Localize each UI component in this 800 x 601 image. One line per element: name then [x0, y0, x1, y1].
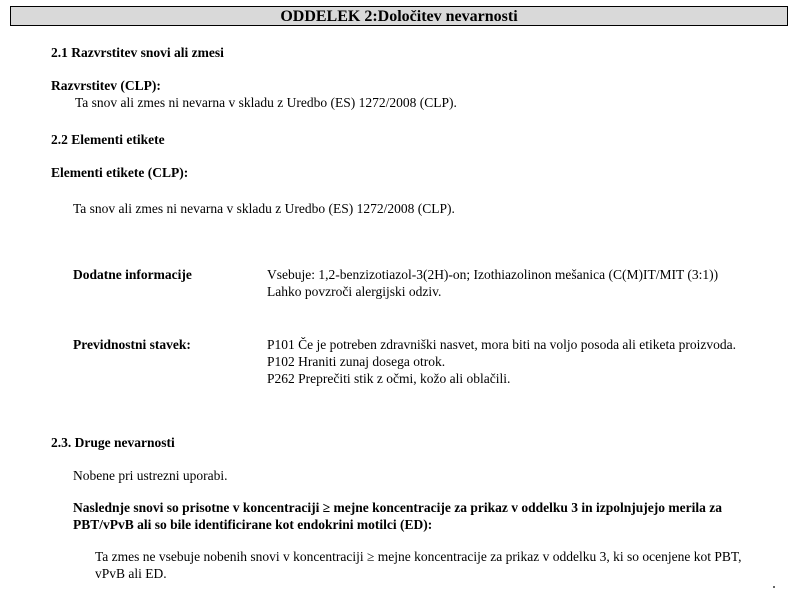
additional-info-label: Dodatne informacije [73, 267, 192, 282]
precaution-line: P262 Preprečiti stik z očmi, kožo ali oblačili. [267, 371, 511, 386]
precaution-statements [267, 336, 736, 387]
label-elements-clp-label: Elementi etikete (CLP): [51, 165, 189, 180]
heading-2-3: 2.3. Druge nevarnosti [51, 435, 175, 450]
heading-2-1: 2.1 Razvrstitev snovi ali zmesi [51, 45, 224, 60]
section-title: ODDELEK 2:Določitev nevarnosti [280, 8, 518, 25]
pbt-note-line: Ta zmes ne vsebuje nobenih snovi v koncentraciji ≥ mejne koncentracije za prikaz v oddelku 3, ki so ocenjene kot PBT, [95, 549, 742, 564]
classification-clp-label: Razvrstitev (CLP): [51, 78, 161, 93]
additional-info-line: Vsebuje: 1,2-benzizotiazol-3(2H)-on; Izothiazolinon mešanica (C(M)IT/MIT (3:1)) [267, 267, 719, 282]
pbt-note-line: vPvB ali ED. [95, 566, 167, 581]
precaution-line: P101 Če je potreben zdravniški nasvet, mora biti na voljo posoda ali etiketa proizvoda. [267, 337, 737, 352]
pbt-note [95, 548, 742, 582]
scan-dot [773, 586, 775, 588]
label-elements-clp-text: Ta snov ali zmes ni nevarna v skladu z Uredbo (ES) 1272/2008 (CLP). [73, 201, 455, 216]
section-header [10, 6, 788, 26]
pbt-statement-line: PBT/vPvB ali so bile identificirane kot endokrini motilci (ED): [73, 517, 433, 532]
additional-info-text [267, 266, 718, 300]
classification-clp-text: Ta snov ali zmes ni nevarna v skladu z Uredbo (ES) 1272/2008 (CLP). [75, 95, 457, 110]
pbt-substances-statement [73, 499, 722, 533]
heading-2-2: 2.2 Elementi etikete [51, 132, 165, 147]
additional-info-line: Lahko povzroči alergijski odziv. [267, 284, 442, 299]
other-hazards-text: Nobene pri ustrezni uporabi. [73, 468, 228, 483]
precaution-line: P102 Hraniti zunaj dosega otrok. [267, 354, 446, 369]
precaution-label: Previdnostni stavek: [73, 337, 191, 352]
pbt-statement-line: Naslednje snovi so prisotne v koncentraciji ≥ mejne koncentracije za prikaz v oddelku 3 in izpolnjujejo merila za [73, 500, 722, 515]
